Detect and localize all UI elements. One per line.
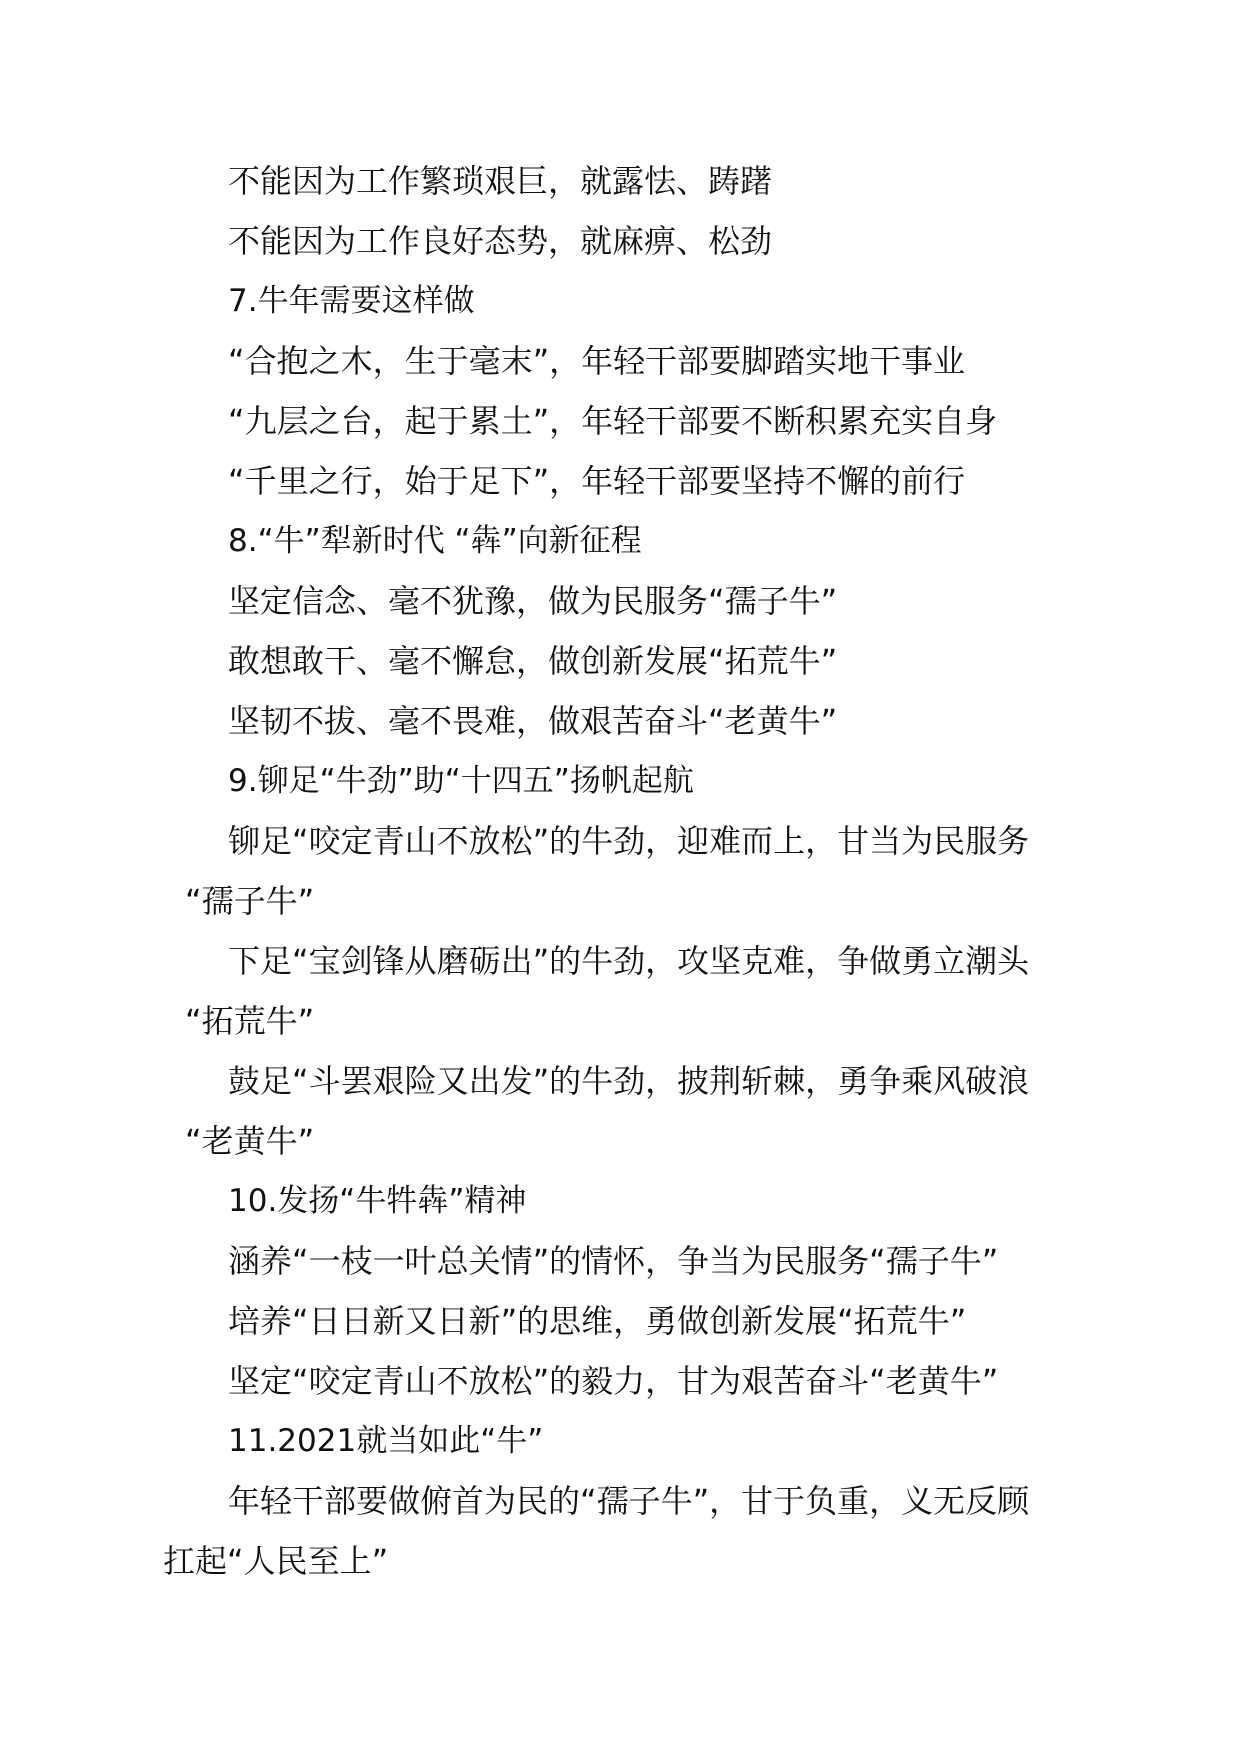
text-line: 下足“宝剑锋从磨砺出”的牛劲，攻坚克难，争做勇立潮头 <box>228 942 1030 980</box>
text-line: 涵养“一枝一叶总关情”的情怀，争当为民服务“孺子牛” <box>228 1242 999 1280</box>
section-heading: 9.铆足“牛劲”助“十四五”扬帆起航 <box>228 763 694 799</box>
text-line: 扛起“人民至上” <box>163 1542 389 1580</box>
text-line: “拓荒牛” <box>185 1002 315 1040</box>
text-line: 铆足“咬定青山不放松”的牛劲，迎难而上，甘当为民服务 <box>228 822 1030 860</box>
text-line: “千里之行，始于足下”，年轻干部要坚持不懈的前行 <box>228 462 966 500</box>
text-line: “九层之台，起于累土”，年轻干部要不断积累充实自身 <box>228 402 998 440</box>
text-line: 培养“日日新又日新”的思维，勇做创新发展“拓荒牛” <box>228 1302 967 1340</box>
text-line: 坚定信念、毫不犹豫，做为民服务“孺子牛” <box>228 582 838 620</box>
text-line: 不能因为工作繁琐艰巨，就露怯、踌躇 <box>228 162 773 200</box>
text-line: 坚定“咬定青山不放松”的毅力，甘为艰苦奋斗“老黄牛” <box>228 1362 999 1400</box>
text-line: “孺子牛” <box>185 882 315 920</box>
section-heading: 7.牛年需要这样做 <box>228 283 475 319</box>
text-line: 年轻干部要做俯首为民的“孺子牛”，甘于负重，义无反顾 <box>228 1482 1030 1520</box>
text-line: “老黄牛” <box>185 1122 315 1160</box>
section-heading: 10.发扬“牛牪犇”精神 <box>228 1183 527 1219</box>
text-line: 敢想敢干、毫不懈怠，做创新发展“拓荒牛” <box>228 642 838 680</box>
text-line: 不能因为工作良好态势，就麻痹、松劲 <box>228 222 773 260</box>
section-heading: 8.“牛”犁新时代 “犇”向新征程 <box>228 523 642 559</box>
text-line: 坚韧不拔、毫不畏难，做艰苦奋斗“老黄牛” <box>228 702 838 740</box>
section-heading: 11.2021就当如此“牛” <box>228 1423 544 1459</box>
text-line: “合抱之木，生于毫末”，年轻干部要脚踏实地干事业 <box>228 342 966 380</box>
text-line: 鼓足“斗罢艰险又出发”的牛劲，披荆斩棘，勇争乘风破浪 <box>228 1062 1030 1100</box>
